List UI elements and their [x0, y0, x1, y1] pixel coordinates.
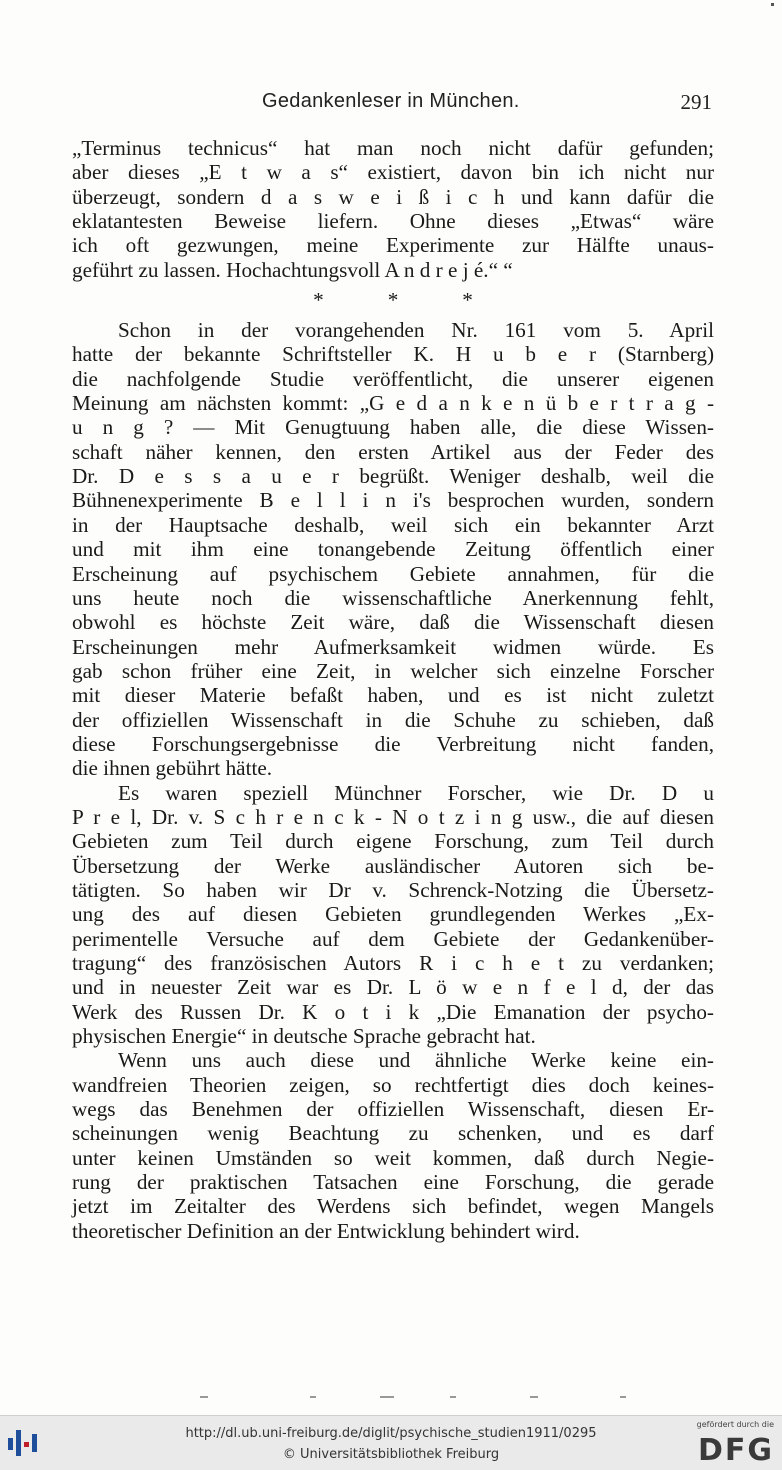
text-line: perimentelle Versuche auf dem Gebiete der Gedankenüber- — [72, 926, 714, 951]
text-line: wandfreien Theorien zeigen, so rechtfertigt dies doch keines- — [72, 1072, 714, 1097]
text-line: mit dieser Materie befaßt haben, und es ist nicht zuletzt — [72, 683, 714, 708]
text-line: jetzt im Zeitalter des Werdens sich befindet, wegen Mangels — [72, 1194, 714, 1219]
text-line: ich oft gezwungen, meine Experimente zur Hälfte unaus- — [72, 233, 714, 258]
paragraph — [72, 136, 714, 282]
funding-note: gefördert durch die — [696, 1420, 774, 1429]
text-line: Gebieten zum Teil durch eigene Forschung, zum Teil durch — [72, 829, 714, 854]
asterism-star: * — [462, 288, 473, 313]
text-line: tragung“ des französischen Autors R i c h e t zu verdanken; — [72, 951, 714, 975]
asterism-star: * — [313, 288, 324, 313]
text-line: theoretischer Definition an der Entwicklung behindert wird. — [72, 1218, 580, 1243]
text-line: ung des auf diesen Gebieten grundlegenden Werkes „Ex- — [72, 902, 714, 927]
text-line: geführt zu lassen. Hochachtungsvoll A n d r e j é.“ “ — [72, 257, 513, 282]
text-line: obwohl es höchste Zeit wäre, daß die Wissenschaft diesen — [72, 610, 714, 635]
text-line: und in neuester Zeit war es Dr. L ö w e n f e l d, der das — [72, 975, 714, 1000]
scan-artifact-marks — [200, 1396, 640, 1400]
viewer-footer — [0, 1415, 782, 1470]
text-line: physischen Energie“ in deutsche Sprache gebracht hat. — [72, 1024, 536, 1049]
page-number: 291 — [680, 90, 712, 114]
text-line: Übersetzung der Werke ausländischer Autoren sich be- — [72, 853, 714, 878]
text-line: scheinungen wenig Beachtung zu schenken, und es darf — [72, 1121, 714, 1146]
text-line: P r e l, Dr. v. S c h r e n c k - N o t z i n g usw., die auf diesen — [72, 804, 714, 829]
text-line: hatte der bekannte Schriftsteller K. H u b e r (Starnberg) — [72, 342, 714, 367]
text-line: schaft näher kennen, den ersten Artikel aus der Feder des — [72, 439, 714, 464]
paragraph — [72, 318, 714, 781]
text-line: Meinung am nächsten kommt: „G e d a n k e n ü b e r t r a g - — [72, 391, 714, 416]
dfg-logo-icon: DFG — [697, 1433, 774, 1468]
asterism-star: * — [387, 288, 399, 313]
text-line: in der Hauptsache deshalb, weil sich ein bekannter Arzt — [72, 512, 714, 537]
permalink-link[interactable]: http://dl.ub.uni-freiburg.de/diglit/psychische_studien1911/0295 — [185, 1426, 597, 1441]
text-line: Erscheinung auf psychischem Gebiete annahmen, für die — [72, 561, 714, 586]
text-line: Es waren speziell Münchner Forscher, wie Dr. D u — [118, 780, 714, 805]
text-line: Bühnenexperimente B e l l i n i's besprochen wurden, sondern — [72, 488, 714, 513]
text-line: u n g ? — Mit Genugtuung haben alle, die diese Wissen- — [72, 415, 714, 440]
scan-artifact-dot — [771, 3, 774, 6]
text-line: „Terminus technicus“ hat man noch nicht dafür gefunden; — [72, 136, 714, 160]
page-header — [72, 90, 714, 118]
section-separator — [72, 282, 714, 318]
dfg-funding-logo — [690, 1420, 774, 1468]
text-line: und mit ihm eine tonangebende Zeitung öffentlich einer — [72, 537, 714, 562]
text-line: Erscheinungen mehr Aufmerksamkeit widmen würde. Es — [72, 634, 714, 659]
text-line: diese Forschungsergebnisse die Verbreitung nicht fanden, — [72, 731, 714, 756]
copyright-notice: © Universitätsbibliothek Freiburg — [282, 1447, 500, 1462]
text-line: tätigten. So haben wir Dr v. Schrenck-Notzing die Übersetz- — [72, 877, 714, 902]
text-line: wegs das Benehmen der offiziellen Wissenschaft, diesen Er- — [72, 1097, 714, 1122]
page-text — [72, 136, 714, 1243]
text-line: unter keinen Umständen so weit kommen, daß durch Negie- — [72, 1145, 714, 1170]
running-head: Gedankenleser in München. — [262, 90, 520, 112]
text-line: Schon in der vorangehenden Nr. 161 vom 5. April — [118, 318, 714, 343]
text-line: gab schon früher eine Zeit, in welcher sich einzelne Forscher — [72, 658, 714, 683]
text-line: die nachfolgende Studie veröffentlicht, die unserer eigenen — [72, 366, 714, 391]
text-line: Dr. D e s s a u e r begrüßt. Weniger deshalb, weil die — [72, 464, 714, 489]
text-line: Werk des Russen Dr. K o t i k „Die Emanation der psycho- — [72, 999, 714, 1024]
paragraph — [72, 1048, 714, 1243]
paragraph — [72, 781, 714, 1049]
text-line: die ihnen gebührt hätte. — [72, 756, 273, 781]
text-line: überzeugt, sondern d a s w e i ß i c h und kann dafür die — [72, 184, 714, 209]
text-line: eklatantesten Beweise liefern. Ohne dieses „Etwas“ wäre — [72, 209, 714, 234]
text-line: rung der praktischen Tatsachen eine Forschung, die gerade — [72, 1170, 714, 1195]
text-line: der offiziellen Wissenschaft in die Schuhe zu schieben, daß — [72, 707, 714, 732]
asterism — [72, 282, 714, 318]
text-line: uns heute noch die wissenschaftliche Anerkennung fehlt, — [72, 585, 714, 610]
text-line: aber dieses „E t w a s“ existiert, davon bin ich nicht nur — [72, 160, 714, 185]
text-line: Wenn uns auch diese und ähnliche Werke keine ein- — [118, 1048, 714, 1073]
